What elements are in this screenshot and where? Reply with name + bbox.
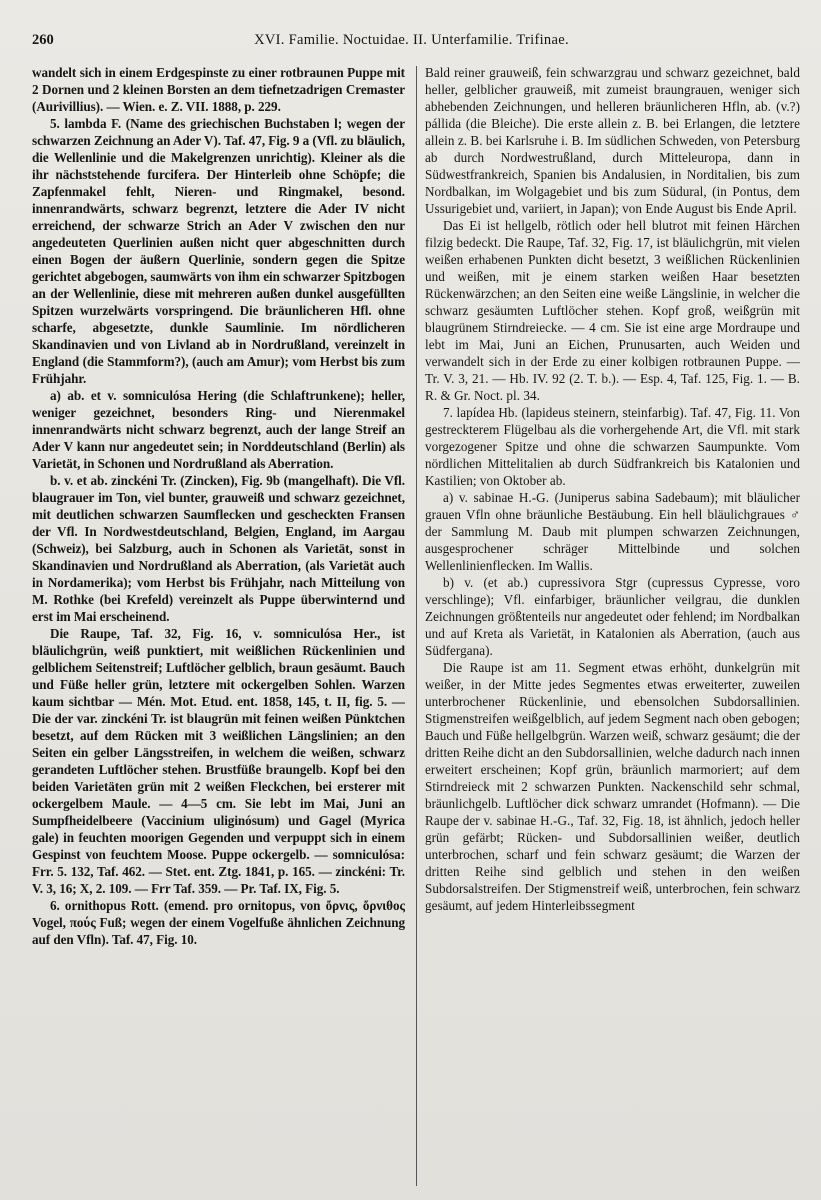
paragraph: a) ab. et v. somniculósa Hering (die Schlaftrunkene); heller, weniger gezeichnet, besonders Ring- und Nierenmakel innenrandwärts nicht schwarz begrenzt, auch der lange Streif an Ader V kann nur angedeutet sein; in Norddeutschland (Berlin) als Varietät, in Schonen und Nordrußland als Aberration. — [32, 388, 405, 471]
paragraph: Die Raupe, Taf. 32, Fig. 16, v. somniculósa Her., ist bläulichgrün, weiß punktiert, mit weißlichen Rückenlinien und gelblichem Seitenstreif; Luftlöcher gelblich, braun gesäumt. Bauch und Füße heller grün, letztere mit ockergelben Sohlen. Warzen kaum sichtbar — Mén. Mot. Etud. ent. 1858, 145, t. II, fig. 5. — Die der var. zinckéni Tr. ist blaugrün mit feinen weißen Pünktchen besetzt, auf dem Rücken mit 3 weißlichen Längslinien; an den Seiten ein gelber Längsstreifen, in welchem die weißen, schwarz gerandeten Luftlöcher stehen. Brustfüße braungelb. Kopf bei den beiden Varietäten grün mit 2 weißen Fleckchen, bei ersterer mit ockergelbem Maule. — 4—5 cm. Sie lebt im Mai, Juni an Sumpfheidelbeere (Vaccinium uliginósum) und Gagel (Myrica gale) in feuchten moorigen Gegenden und verpuppt sich in einem Gespinst von feuchtem Moose. Puppe ockergelb. — somniculósa: Frr. 5. 132, Taf. 462. — Stet. ent. Ztg. 1841, p. 165. — zinckéni: Tr. V. 3, 16; X, 2. 109. — Frr Taf. 359. — Pr. Taf. IX, Fig. 5. — [32, 626, 405, 896]
page-header — [32, 32, 791, 56]
paragraph: a) v. sabinae H.-G. (Juniperus sabina Sadebaum); mit bläulicher grauen Vfln ohne bräunliche Bestäubung. Ein hell bläulichgraues ♂ der Sammlung M. Daub mit plumpen schwarzen Zeichnungen, ausgesprochener schräger Mittelbinde und solchen Wellenlinienflecken. Im Wallis. — [425, 490, 800, 573]
paragraph: wandelt sich in einem Erdgespinste zu einer rotbraunen Puppe mit 2 Dornen und 2 kleinen Borsten an dem tiefnetzadrigen Cremaster (Aurivillius). — Wien. e. Z. VII. 1888, p. 229. — [32, 65, 405, 114]
paragraph: 5. lambda F. (Name des griechischen Buchstaben l; wegen der schwarzen Zeichnung an Ader V). Taf. 47, Fig. 9 a (Vfl. zu bläulich, die Wellenlinie und die Makelgrenzen unrichtig). Kleiner als die ihr nächststehende furcifera. Der Hinterleib ohne Schöpfe; die Zapfenmakel fehlt, Nieren- und Ringmakel, besond. innenrandwärts, schwarz begrenzt, letztere die Ader IV nicht erreichend, der schwarze Strich an Ader V zwischen den nur angedeuteten Querlinien außen nicht quer abgeschnitten durch einen Bogen der äußern Querlinie, sondern gegen die Spitze gerichtet abgebogen, saumwärts von ihm ein schwarzer Spitzbogen an der Wellenlinie, diese mit mehreren außen dunkel ausgefüllten Spitzen wurzelwärts vorspringend. Die bräunlicheren Hfl. ohne scharfe, abgesetzte, dunkle Saumlinie. Im nördlicheren Skandinavien und von Livland ab in Nordrußland, vereinzelt in England (die Stammform?), (auch am Amur); vom Herbst bis zum Frühjahr. — [32, 116, 405, 386]
paragraph: Bald reiner grauweiß, fein schwarzgrau und schwarz gezeichnet, bald heller, gelblicher grauweiß, mit zumeist braungrauen, weniger sich abhebenden Zeichnungen, und helleren bräunlicheren Hfln, ab. (v.?) pállida (die Bleiche). Die erste allein z. B. bei Erlangen, die letztere allein z. B. bei Karlsruhe i. B. Im südlichen Schweden, von Petersburg ab durch Nordwestrußland, durch Mitteleuropa, dann in Südwestfrankreich, Spanien bis Andalusien, in Norditalien, bis zum Nordbalkan, im Wolgagebiet und bis zum Südural, (in Pontus, dem Ussurigebiet und, variiert, in Japan); von Ende August bis Ende April. — [425, 65, 800, 216]
paragraph: b. v. et ab. zinckéni Tr. (Zincken), Fig. 9b (mangelhaft). Die Vfl. blaugrauer im Ton, viel bunter, grauweiß und schwarz gezeichnet, mit deutlichen schwarzen Saumflecken und gescheckten Fransen der Vfl. In Nordwestdeutschland, Belgien, England, im Aargau (Schweiz), bei Salzburg, auch in Schonen als Varietät, sonst in Skandinavien und Nordrußland als Aberration, (als Varietät auch in Nordamerika); vom Herbst bis Frühjahr, nach Mitteilung von M. Rothke (bei Krefeld) vereinzelt als Puppe überwinternd und erst im Mai erscheinend. — [32, 473, 405, 624]
paragraph: b) v. (et ab.) cupressivora Stgr (cupressus Cypresse, voro verschlinge); Vfl. einfarbiger, bräunlicher veilgrau, die dunklen Zeichnungen größtenteils nur angedeutet oder fehlend; im Nordbalkan und auf Kreta als Varietät, in Katalonien als Aberration, (auch aus Südfergana). — [425, 575, 800, 658]
column-divider — [416, 66, 417, 1186]
paragraph: Die Raupe ist am 11. Segment etwas erhöht, dunkelgrün mit weißer, in der Mitte jedes Segmentes etwas erweiterter, zuweilen unterbrochener Rückenlinie, und ebensolchen Subdorsallinien. Stigmenstreifen weißgelblich, auf jedem Segment nach oben gebogen; Bauch und Füße hellgelbgrün. Warzen weiß, schwarz gesäumt; die der dritten Reihe dicht an den Subdorsallinien, welche dadurch nach innen erweitert erscheinen; Kopf grün, bräunlich marmoriert; auf dem Stirndreieck mit 2 schwarzen Punkten. Nackenschild sehr schmal, bräunlichgelb. Luftlöcher dick schwarz umrandet (Hofmann). — Die Raupe der v. sabinae H.-G., Taf. 32, Fig. 18, ist ähnlich, jedoch heller grün gefärbt; Rücken- und Subdorsallinien weißer, deutlich unterbrochen, scharf und fein schwarz gesäumt; die Warzen der dritten Reihe sind gelblich und stehen in den weißen Subdorsalstreifen. Der Stigmenstreif weiß, unterbrochen, fein schwarz gesäumt, auf jedem Hinterleibssegment — [425, 660, 800, 913]
page-number: 260 — [32, 32, 54, 48]
running-title: XVI. Familie. Noctuidae. II. Unterfamilie. Trifinae. — [254, 32, 569, 48]
paragraph: 6. ornithopus Rott. (emend. pro ornitopus, von ὄρνις, ὄρνιθος Vogel, πούς Fuß; wegen der einem Vogelfuße ähnlichen Zeichnung auf den Vfln). Taf. 47, Fig. 10. — [32, 898, 405, 947]
paragraph: Das Ei ist hellgelb, rötlich oder hell blutrot mit feinen Härchen filzig bedeckt. Die Raupe, Taf. 32, Fig. 17, ist bläulichgrün, mit vielen weißen erhabenen Punkten dicht besetzt, 3 weißlichen Rückenlinien und weißen, mit je einem starken weißen Haar besetzten Rückenwärzchen; an den Seiten eine weiße Längslinie, in welcher die schwarz gesäumten Luftlöcher stehen. Kopf groß, weißgrün mit blaugrünem Stirndreiecke. — 4 cm. Sie ist eine arge Mordraupe und lebt im Mai, Juni an Eichen, Prunusarten, auch Weiden und verwandelt sich in der Erde zu einer kolbigen rotbraunen Puppe. — Tr. V. 3, 21. — Hb. IV. 92 (2. T. b.). — Esp. 4, Taf. 125, Fig. 1. — B. R. & Gr. Noct. pl. 34. — [425, 218, 800, 403]
right-column — [425, 64, 800, 1194]
paragraph: 7. lapídea Hb. (lapideus steinern, steinfarbig). Taf. 47, Fig. 11. Von gestreckterem Flügelbau als die vorhergehende Art, die Vfl. mit stark vorgezogener Spitze und ohne die schwarzen Saumpunkte. Vom nördlichen Mittelitalien ab durch Südfrankreich bis Katalonien und Kastilien; von Oktober ab. — [425, 405, 800, 488]
left-column — [32, 64, 405, 1194]
